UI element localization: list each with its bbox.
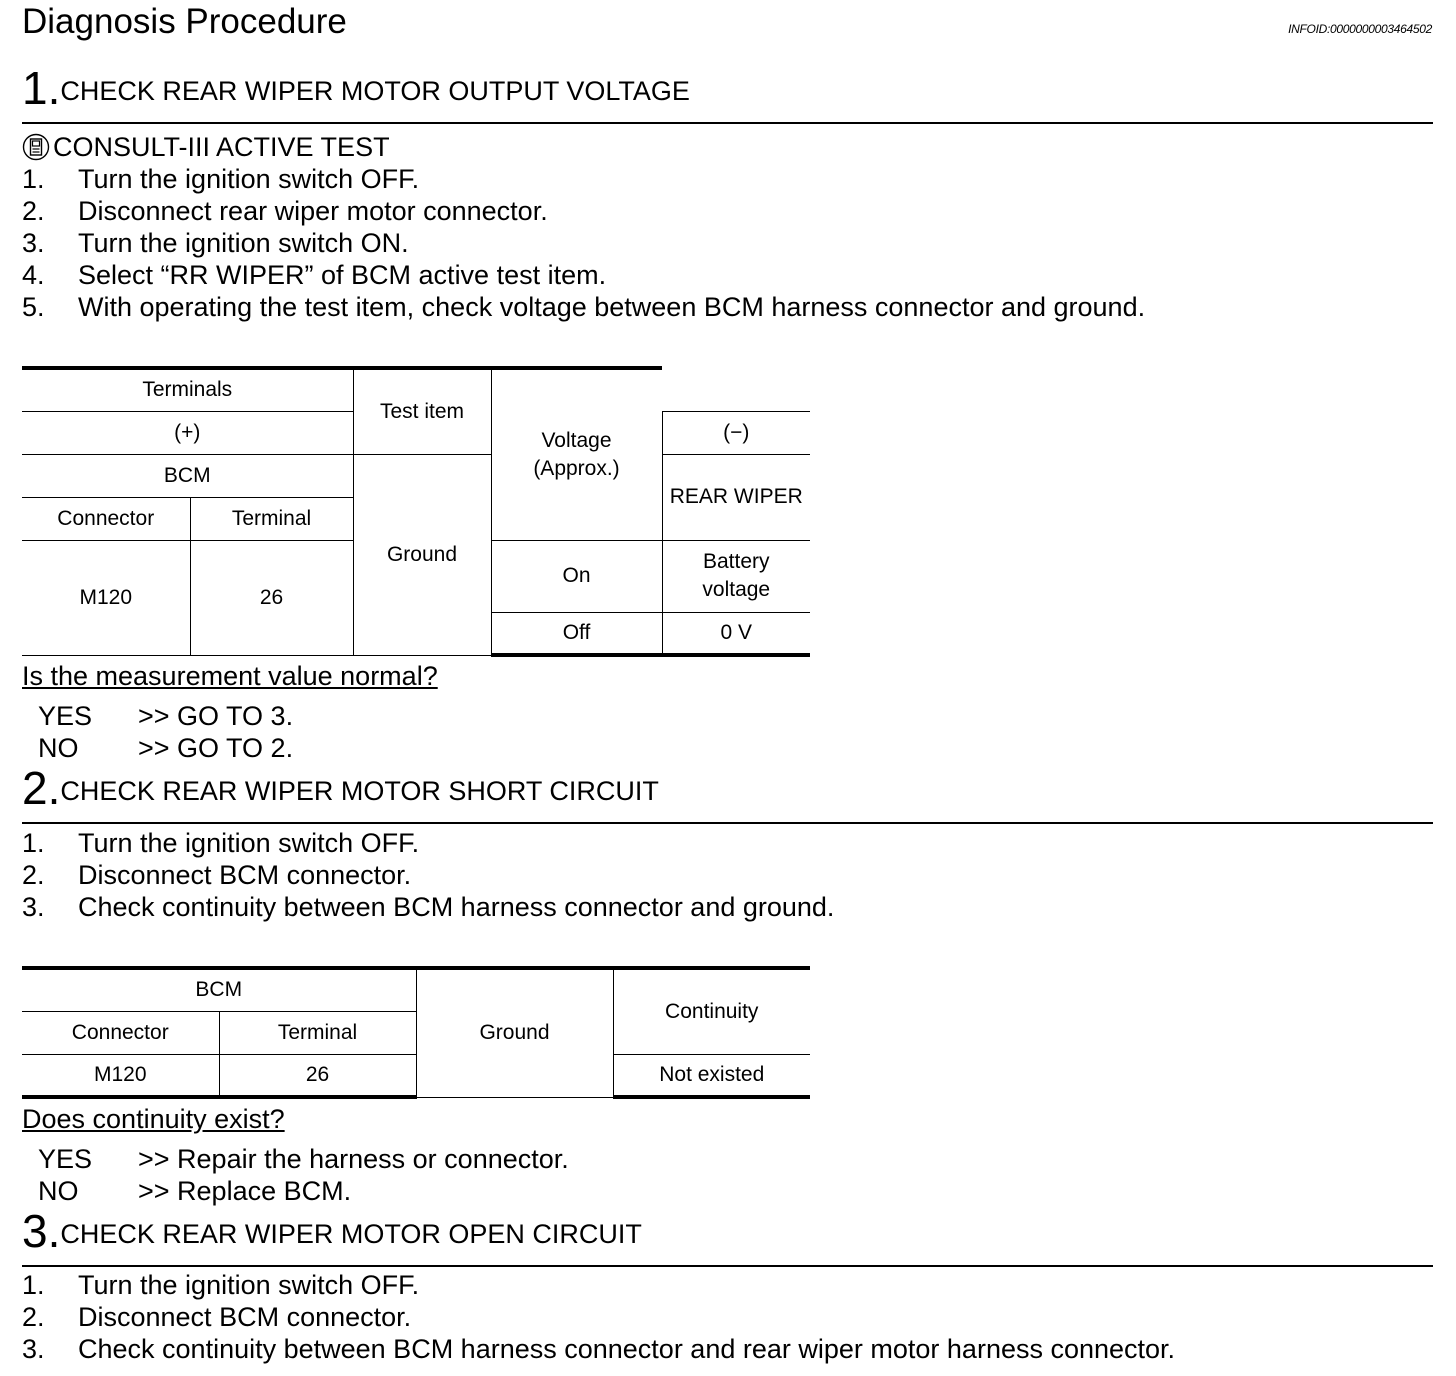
consult-tool-icon: [22, 133, 50, 161]
page-title: Diagnosis Procedure: [22, 2, 347, 41]
ground-cell: Ground: [353, 454, 491, 655]
ground-cell: Ground: [416, 968, 613, 1097]
continuity-spec-table: [22, 966, 810, 1099]
terminal-cell: 26: [219, 1054, 416, 1097]
list-item: 2. Disconnect BCM connector.: [22, 1302, 412, 1332]
step-1-question: Is the measurement value normal?: [22, 661, 438, 691]
list-item: 3. Check continuity between BCM harness connector and rear wiper motor harness connector.: [22, 1334, 1176, 1364]
list-item: 2. Disconnect rear wiper motor connector.: [22, 196, 548, 226]
list-item: 3. Check continuity between BCM harness connector and ground.: [22, 892, 835, 922]
answer-yes: YES >> Repair the harness or connector.: [38, 1144, 569, 1174]
on-cell: On: [491, 540, 662, 612]
step-1-number: 1.: [22, 62, 61, 114]
battery-voltage-cell: Battery voltage: [662, 540, 810, 612]
consult-line: [22, 131, 390, 163]
step-1-answers: [38, 700, 293, 764]
step-2-instructions: [22, 827, 834, 923]
list-item: 1. Turn the ignition switch OFF.: [22, 164, 420, 194]
step-3-rule: [22, 1265, 1433, 1267]
connector-cell: M120: [22, 1054, 219, 1097]
answer-no: NO >> Replace BCM.: [38, 1176, 352, 1206]
step-1-instructions: [22, 163, 1145, 323]
bcm-header: BCM: [22, 968, 416, 1011]
step-2-rule: [22, 822, 1433, 824]
consult-label: CONSULT-III ACTIVE TEST: [53, 132, 390, 162]
answer-yes: YES >> GO TO 3.: [38, 701, 294, 731]
step-2-answers: [38, 1143, 569, 1207]
step-1-title: CHECK REAR WIPER MOTOR OUTPUT VOLTAGE: [60, 76, 690, 106]
step-3-title: CHECK REAR WIPER MOTOR OPEN CIRCUIT: [60, 1219, 642, 1249]
zero-volt-cell: 0 V: [662, 612, 810, 655]
continuity-cell: Not existed: [613, 1054, 810, 1097]
connector-header: Connector: [22, 497, 190, 540]
step-2-question: Does continuity exist?: [22, 1104, 285, 1134]
list-item: 1. Turn the ignition switch OFF.: [22, 828, 420, 858]
minus-header: (−): [662, 411, 810, 454]
list-item: 2. Disconnect BCM connector.: [22, 860, 412, 890]
terminals-header: Terminals: [22, 368, 353, 411]
step-1-rule: [22, 122, 1433, 124]
plus-header: (+): [22, 411, 353, 454]
bcm-header: BCM: [22, 454, 353, 497]
step-2-heading: [22, 762, 659, 814]
list-item: 5. With operating the test item, check voltage between BCM harness connector and ground.: [22, 292, 1146, 322]
connector-cell: M120: [22, 540, 190, 655]
step-2-title: CHECK REAR WIPER MOTOR SHORT CIRCUIT: [60, 776, 659, 806]
list-item: 1. Turn the ignition switch OFF.: [22, 1270, 420, 1300]
list-item: 4. Select “RR WIPER” of BCM active test item.: [22, 260, 607, 290]
terminal-header: Terminal: [219, 1011, 416, 1054]
step-2-number: 2.: [22, 762, 61, 814]
off-cell: Off: [491, 612, 662, 655]
continuity-header: Continuity: [613, 968, 810, 1054]
test-item-header: Test item: [353, 368, 491, 454]
rear-wiper-cell: REAR WIPER: [662, 454, 810, 540]
list-item: 3. Turn the ignition switch ON.: [22, 228, 409, 258]
voltage-header: Voltage (Approx.): [491, 368, 662, 540]
answer-no: NO >> GO TO 2.: [38, 733, 294, 763]
terminal-header: Terminal: [190, 497, 353, 540]
voltage-spec-table: [22, 366, 810, 657]
connector-header: Connector: [22, 1011, 219, 1054]
step-3-instructions: [22, 1269, 1175, 1365]
step-3-heading: [22, 1205, 642, 1257]
info-id: INFOID:0000000003464502: [1288, 22, 1432, 36]
terminal-cell: 26: [190, 540, 353, 655]
step-3-number: 3.: [22, 1205, 61, 1257]
step-1-heading: [22, 62, 690, 114]
